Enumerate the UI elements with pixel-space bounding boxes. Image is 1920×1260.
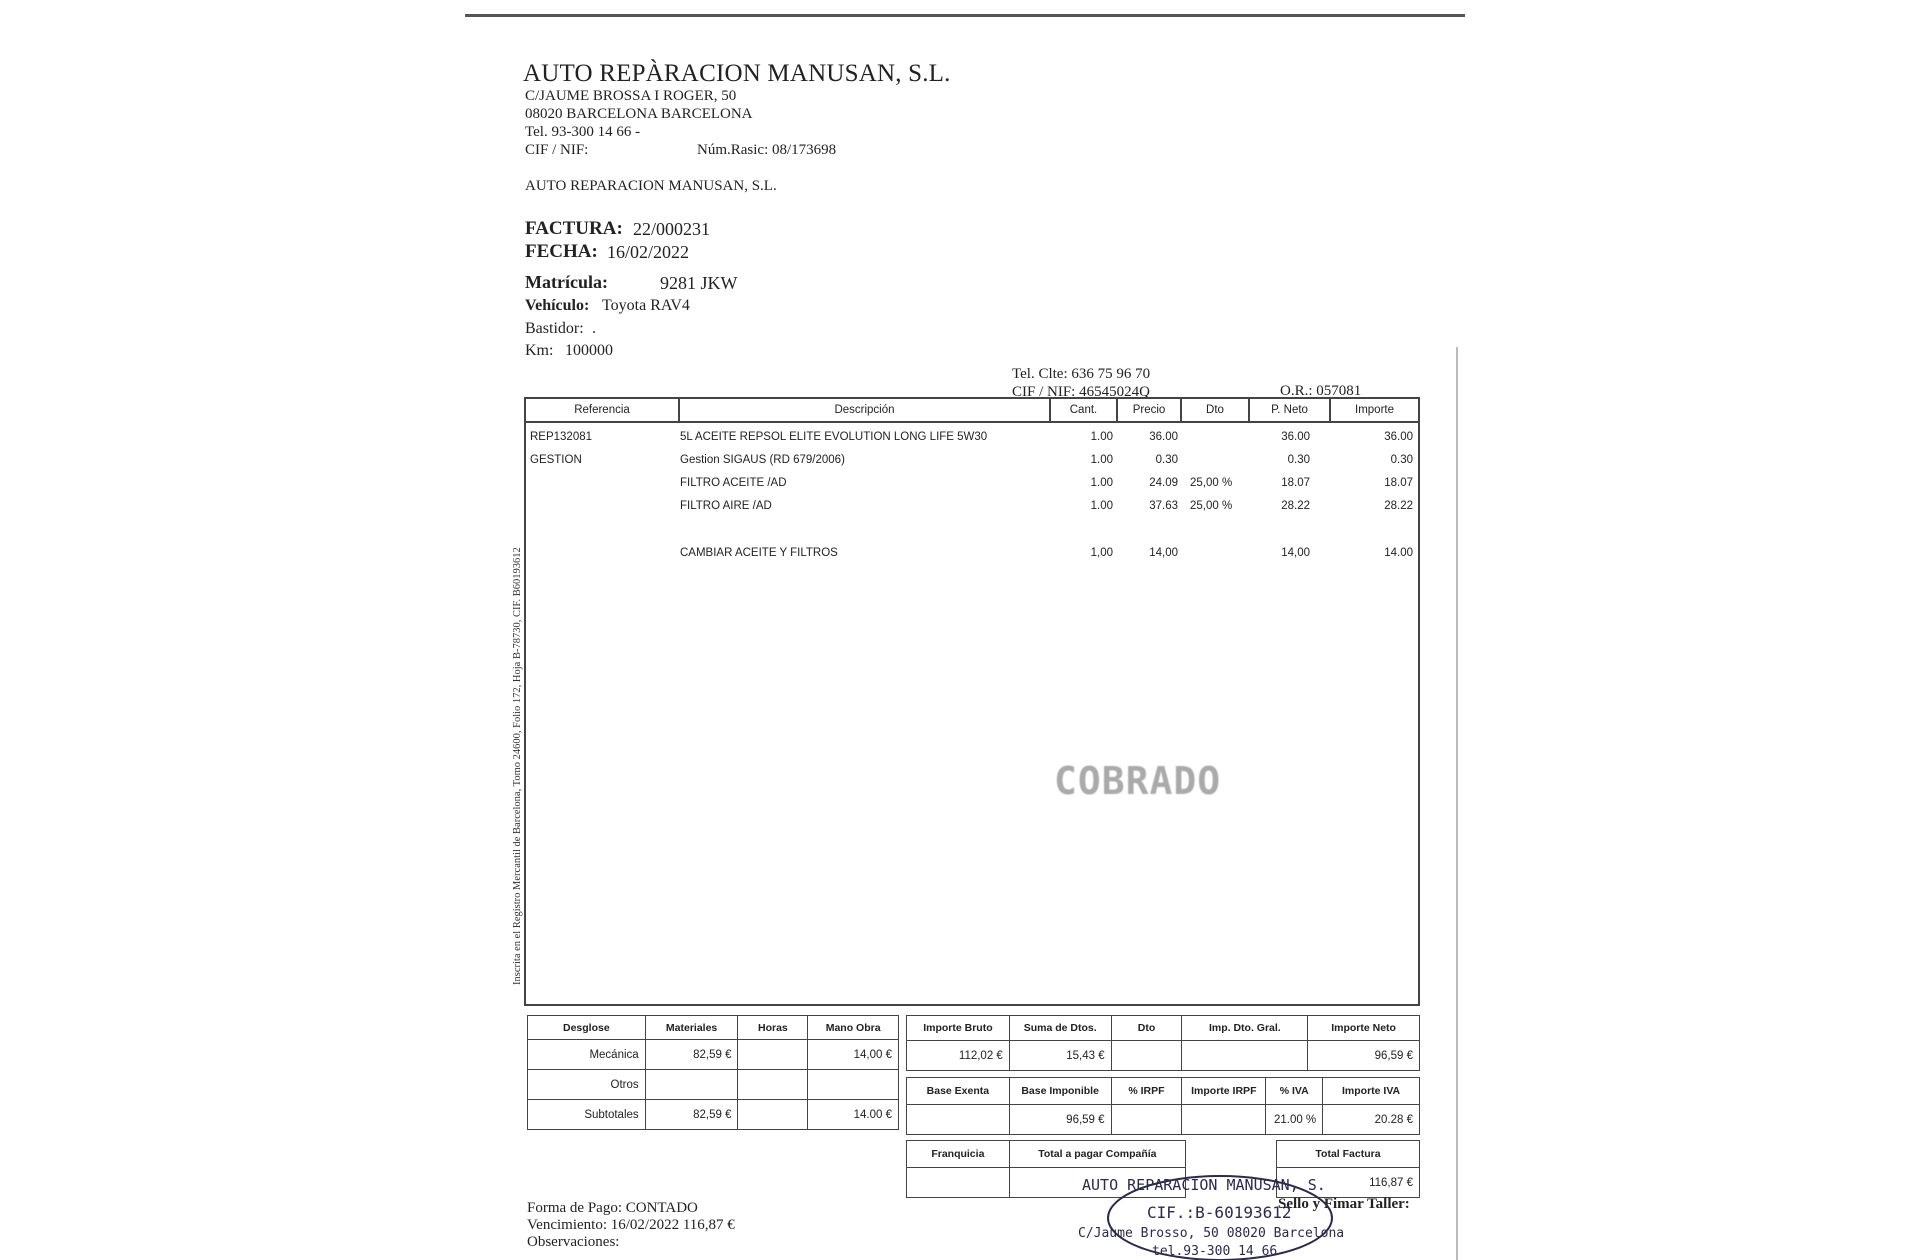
row-neto: 36.00 xyxy=(1281,431,1310,443)
row-dto: 25,00 % xyxy=(1190,500,1233,512)
total-factura: 116,87 € xyxy=(1277,1168,1420,1198)
stamp-line-2: CIF.:B-60193612 xyxy=(1147,1203,1292,1222)
row-desc: Gestion SIGAUS (RD 679/2006) xyxy=(680,454,845,466)
subtotales-horas xyxy=(738,1100,808,1130)
row-desc: FILTRO AIRE /AD xyxy=(680,500,772,512)
right-edge-rule xyxy=(1456,347,1458,1260)
col-importe: Importe xyxy=(1331,399,1418,423)
observaciones: Observaciones: xyxy=(527,1234,620,1250)
subtotales-mano-obra: 14.00 € xyxy=(808,1100,899,1130)
mecanica-label: Mecánica xyxy=(528,1040,646,1070)
row-cant: 1.00 xyxy=(1090,477,1113,489)
total-compania-header: Total a pagar Compañía xyxy=(1009,1141,1185,1168)
iva-header: % IVA xyxy=(1266,1078,1323,1105)
mecanica-mano-obra: 14,00 € xyxy=(808,1040,899,1070)
irpf-value xyxy=(1111,1105,1182,1135)
franquicia-header: Franquicia xyxy=(907,1141,1010,1168)
matricula-value: 9281 JKW xyxy=(660,273,738,293)
row-importe: 36.00 xyxy=(1384,431,1413,443)
client-tel: Tel. Clte: 636 75 96 70 xyxy=(1012,366,1151,382)
materiales-header: Materiales xyxy=(645,1016,738,1040)
importe-irpf xyxy=(1182,1105,1266,1135)
col-p-neto: P. Neto xyxy=(1250,399,1331,423)
km-value: 100000 xyxy=(565,342,613,359)
mecanica-materiales: 82,59 € xyxy=(645,1040,738,1070)
stamp-line-1: AUTO REPARACION MANUSAN, S. xyxy=(1082,1176,1326,1194)
totals-table-2 xyxy=(906,1077,1420,1135)
importe-iva-header: Importe IVA xyxy=(1323,1078,1420,1105)
mano-obra-header: Mano Obra xyxy=(808,1016,899,1040)
company-name: AUTO REPÀRACION MANUSAN, S.L. xyxy=(523,60,951,87)
importe-neto-header: Importe Neto xyxy=(1308,1016,1420,1041)
company-address: C/JAUME BROSSA I ROGER, 50 xyxy=(525,88,737,104)
total-factura-header: Total Factura xyxy=(1277,1141,1420,1168)
row-importe: 28.22 xyxy=(1384,500,1413,512)
company-tel: Tel. 93-300 14 66 - xyxy=(525,124,641,140)
company-rasic: Núm.Rasic: 08/173698 xyxy=(697,142,837,158)
forma-pago: Forma de Pago: CONTADO xyxy=(527,1200,698,1216)
importe-neto: 96,59 € xyxy=(1308,1041,1420,1071)
dto-value xyxy=(1111,1041,1182,1071)
desglose-table xyxy=(527,1015,899,1130)
cobrado-stamp: COBRADO xyxy=(1054,759,1222,803)
row-cant: 1.00 xyxy=(1090,431,1113,443)
subtotales-materiales: 82,59 € xyxy=(645,1100,738,1130)
importe-bruto: 112,02 € xyxy=(907,1041,1010,1071)
row-neto: 28.22 xyxy=(1281,500,1310,512)
bastidor-value: . xyxy=(592,320,596,337)
row-cant: 1.00 xyxy=(1090,500,1113,512)
dto-header: Dto xyxy=(1111,1016,1182,1041)
suma-dtos-header: Suma de Dtos. xyxy=(1009,1016,1111,1041)
subtotales-label: Subtotales xyxy=(528,1100,646,1130)
company-name-secondary: AUTO REPARACION MANUSAN, S.L. xyxy=(525,178,777,194)
col-cant: Cant. xyxy=(1051,399,1118,423)
col-descripcion: Descripción xyxy=(680,399,1051,423)
otros-mano-obra xyxy=(808,1070,899,1100)
items-table xyxy=(524,397,1420,1006)
col-referencia: Referencia xyxy=(526,399,680,423)
row-precio: 0.30 xyxy=(1155,454,1178,466)
row-importe: 0.30 xyxy=(1390,454,1413,466)
top-rule xyxy=(465,14,1465,17)
row-precio: 37.63 xyxy=(1149,500,1178,512)
stamp-line-4: tel.93-300 14 66 xyxy=(1152,1244,1278,1259)
row-desc: FILTRO ACEITE /AD xyxy=(680,477,787,489)
row-ref: REP132081 xyxy=(530,431,593,443)
client-cif: CIF / NIF: 46545024Q xyxy=(1012,384,1150,400)
row-precio: 14,00 xyxy=(1149,547,1178,559)
factura-value: 22/000231 xyxy=(633,219,711,239)
fecha-label: FECHA: xyxy=(525,241,598,262)
matricula-label: Matrícula: xyxy=(525,272,608,292)
km-label: Km: xyxy=(525,342,554,359)
row-importe: 14.00 xyxy=(1384,547,1413,559)
company-cif-label: CIF / NIF: xyxy=(525,142,589,158)
company-city: 08020 BARCELONA BARCELONA xyxy=(525,106,753,122)
sello-label: Sello y Fimar Taller: xyxy=(1278,1196,1410,1212)
order-number: O.R.: 057081 xyxy=(1280,383,1362,399)
otros-label: Otros xyxy=(528,1070,646,1100)
iva-value: 21.00 % xyxy=(1266,1105,1323,1135)
row-cant: 1,00 xyxy=(1090,547,1113,559)
importe-bruto-header: Importe Bruto xyxy=(907,1016,1010,1041)
factura-label: FACTURA: xyxy=(525,218,623,239)
horas-header: Horas xyxy=(738,1016,808,1040)
stamp-line-3: C/Jaume Brosso, 50 08020 Barcelona xyxy=(1078,1226,1345,1241)
registry-side-text: Inscrita en el Registro Mercantil de Barcelona, Tomo 24600, Folio 172, Hoja B-78730, CIF. B60193612 xyxy=(512,547,523,985)
row-ref: GESTION xyxy=(530,454,582,466)
row-precio: 24.09 xyxy=(1149,477,1178,489)
base-imponible-header: Base Imponible xyxy=(1009,1078,1111,1105)
vehiculo-value: Toyota RAV4 xyxy=(602,297,690,314)
otros-horas xyxy=(738,1070,808,1100)
imp-dto-gral xyxy=(1182,1041,1308,1071)
row-neto: 18.07 xyxy=(1281,477,1310,489)
base-exenta xyxy=(907,1105,1010,1135)
row-cant: 1.00 xyxy=(1090,454,1113,466)
bastidor-label: Bastidor: xyxy=(525,320,584,337)
row-desc: 5L ACEITE REPSOL ELITE EVOLUTION LONG LIFE 5W30 xyxy=(680,431,988,443)
row-precio: 36.00 xyxy=(1149,431,1178,443)
base-exenta-header: Base Exenta xyxy=(907,1078,1010,1105)
importe-iva: 20.28 € xyxy=(1323,1105,1420,1135)
vehiculo-label: Vehículo: xyxy=(525,297,590,314)
imp-dto-gral-header: Imp. Dto. Gral. xyxy=(1182,1016,1308,1041)
row-neto: 14,00 xyxy=(1281,547,1310,559)
irpf-header: % IRPF xyxy=(1111,1078,1182,1105)
col-precio: Precio xyxy=(1118,399,1182,423)
row-neto: 0.30 xyxy=(1287,454,1310,466)
fecha-value: 16/02/2022 xyxy=(607,242,690,262)
base-imponible: 96,59 € xyxy=(1009,1105,1111,1135)
vencimiento: Vencimiento: 16/02/2022 116,87 € xyxy=(527,1217,735,1233)
otros-materiales xyxy=(645,1070,738,1100)
desglose-header: Desglose xyxy=(528,1016,646,1040)
totals-table-1 xyxy=(906,1015,1420,1071)
importe-irpf-header: Importe IRPF xyxy=(1182,1078,1266,1105)
row-importe: 18.07 xyxy=(1384,477,1413,489)
row-desc: CAMBIAR ACEITE Y FILTROS xyxy=(680,547,838,559)
col-dto: Dto xyxy=(1182,399,1250,423)
row-dto: 25,00 % xyxy=(1190,477,1233,489)
mecanica-horas xyxy=(738,1040,808,1070)
franquicia xyxy=(907,1168,1010,1198)
suma-dtos: 15,43 € xyxy=(1009,1041,1111,1071)
